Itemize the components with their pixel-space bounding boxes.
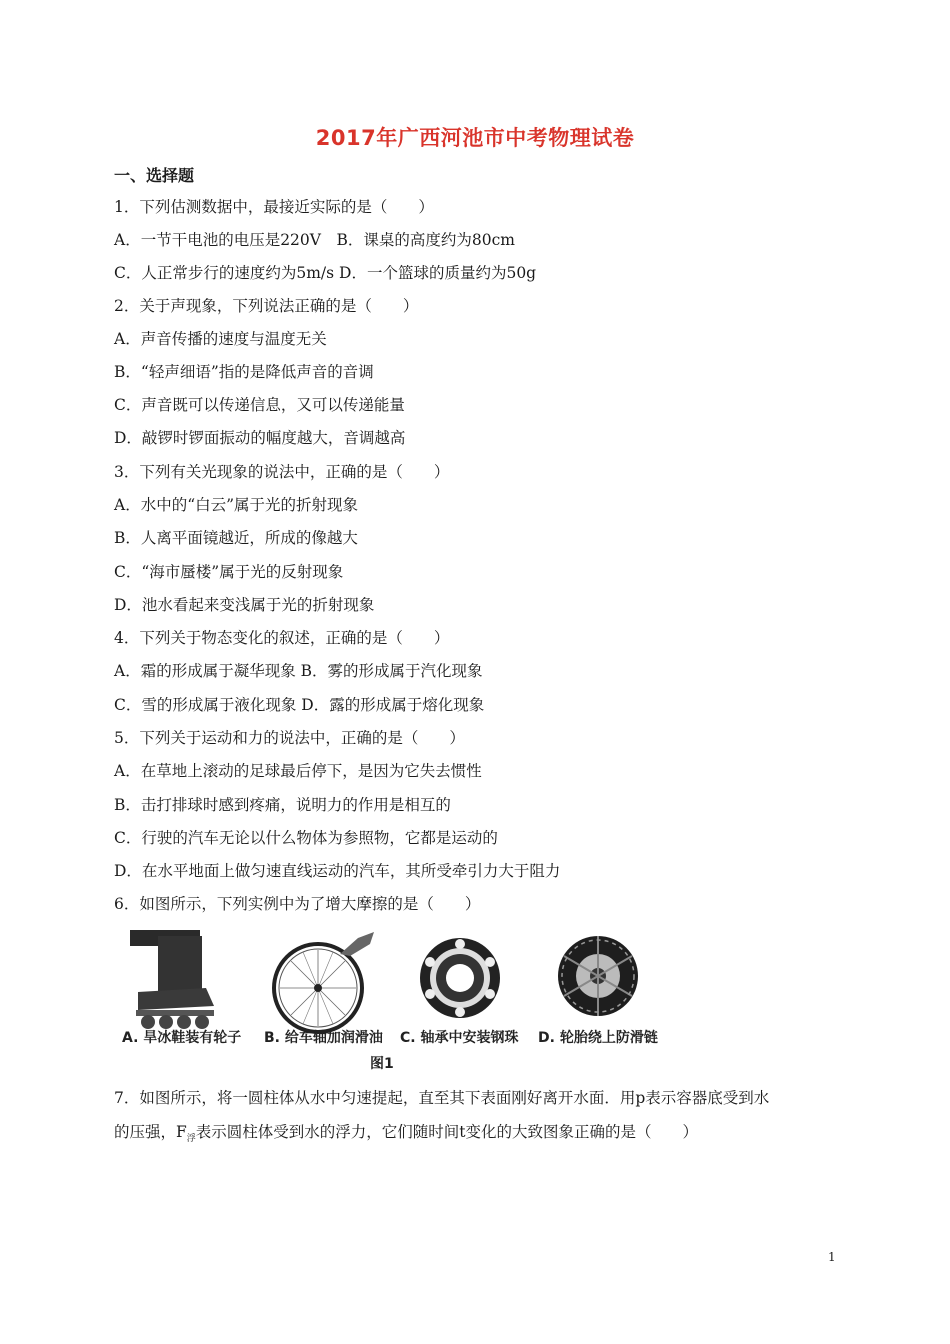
q2-stem: 2．关于声现象，下列说法正确的是（ ）: [114, 297, 419, 315]
q5-option-b: B．击打排球时感到疼痛，说明力的作用是相互的: [114, 796, 451, 814]
q3-option-c: C．“海市蜃楼”属于光的反射现象: [114, 563, 344, 581]
q7-stem-line2: [114, 1122, 698, 1149]
q3-option-d: D．池水看起来变浅属于光的折射现象: [114, 596, 375, 614]
q5-option-d: D．在水平地面上做匀速直线运动的汽车，其所受牵引力大于阻力: [114, 862, 561, 880]
q4-options-ab: A．霜的形成属于凝华现象 B．雾的形成属于汽化现象: [114, 662, 483, 680]
q5-option-a: A．在草地上滚动的足球最后停下，是因为它失去惯性: [114, 762, 482, 780]
caption-d: D. 轮胎绕上防滑链: [538, 1030, 658, 1046]
caption-a: A. 旱冰鞋装有轮子: [122, 1030, 242, 1046]
figure-label: 图1: [370, 1056, 394, 1072]
q6-stem: 6．如图所示，下列实例中为了增大摩擦的是（ ）: [114, 895, 481, 913]
caption-c: C. 轴承中安装钢珠: [400, 1030, 519, 1046]
bicycle-wheel-image: [274, 932, 374, 1032]
section-heading: 一、选择题: [114, 166, 195, 185]
q7-subscript: 浮: [186, 1134, 196, 1145]
q4-stem: 4．下列关于物态变化的叙述，正确的是（ ）: [114, 629, 450, 647]
q1-options-ab: A．一节干电池的电压是220V B．课桌的高度约为80cm: [114, 231, 515, 249]
q2-option-b: B．“轻声细语”指的是降低声音的音调: [114, 363, 374, 381]
tire-chain-image: [558, 936, 638, 1016]
q7-text-a: 的压强，F: [114, 1123, 187, 1141]
q5-stem: 5．下列关于运动和力的说法中，正确的是（ ）: [114, 729, 465, 747]
page-title: 2017年广西河池市中考物理试卷: [315, 126, 635, 150]
caption-b: B. 给车轴加润滑油: [264, 1030, 383, 1046]
q7-stem-line1: 7．如图所示，将一圆柱体从水中匀速提起，直至其下表面刚好离开水面．用p表示容器底受到水: [114, 1089, 770, 1107]
q5-option-c: C．行驶的汽车无论以什么物体为参照物，它都是运动的: [114, 829, 498, 847]
q1-options-cd: C．人正常步行的速度约为5m/s D．一个篮球的质量约为50g: [114, 264, 537, 282]
q6-figure: [118, 926, 678, 1076]
roller-skate-image: [130, 930, 214, 1029]
q2-option-a: A．声音传播的速度与温度无关: [114, 330, 327, 348]
page-number: 1: [828, 1250, 836, 1264]
q3-stem: 3．下列有关光现象的说法中，正确的是（ ）: [114, 463, 450, 481]
q1-stem: 1．下列估测数据中，最接近实际的是（ ）: [114, 198, 434, 216]
q7-text-b: 表示圆柱体受到水的浮力，它们随时间t变化的大致图象正确的是（ ）: [195, 1123, 699, 1141]
ball-bearing-image: [420, 938, 500, 1018]
q4-options-cd: C．雪的形成属于液化现象 D．露的形成属于熔化现象: [114, 696, 485, 714]
q3-option-b: B．人离平面镜越近，所成的像越大: [114, 529, 358, 547]
q2-option-c: C．声音既可以传递信息，又可以传递能量: [114, 396, 405, 414]
q3-option-a: A．水中的“白云”属于光的折射现象: [114, 496, 359, 514]
q2-option-d: D．敲锣时锣面振动的幅度越大，音调越高: [114, 429, 406, 447]
